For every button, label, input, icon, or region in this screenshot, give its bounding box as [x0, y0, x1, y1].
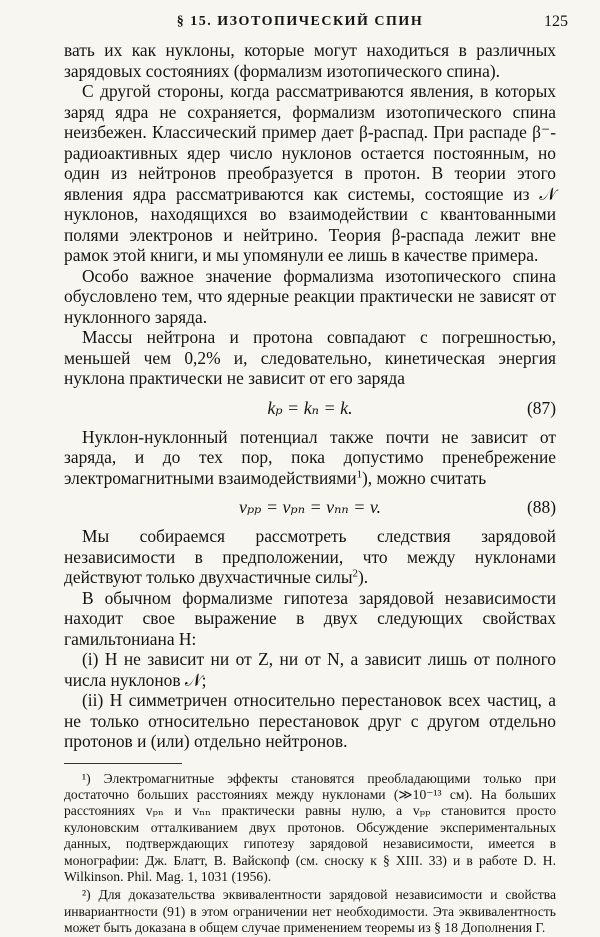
paragraph-nuclear-reactions: Особо важное значение формализма изотопического спина обусловлено тем, что ядерные реакции практически не зависят от нуклонного заряда.: [64, 265, 556, 327]
paragraph-continuation: вать их как нуклоны, которые могут находиться в различных зарядовых состояниях (формализм изотопического спина).: [64, 40, 556, 81]
equation-87-number: (87): [527, 397, 556, 418]
paragraph-masses: Массы нейтрона и протона совпадают с погрешностью, меньшей чем 0,2% и, следовательно, кинетическая энергия нуклона практически не зависит от его заряда: [64, 327, 556, 388]
running-header: [0, 12, 600, 34]
list-item-ii: (ii) H симметричен относительно перестановок всех частиц, а не только относительно перестановок друг с другом отдельно протонов и (или) отдельно нейтронов.: [64, 690, 556, 751]
paragraph-potential-text: Нуклон-нуклонный потенциал также почти не зависит от заряда, и до тех пор, пока допустимо пренебрежение электромагнитными взаимодействиями: [64, 426, 556, 488]
footnote-ref-1[interactable]: 1: [356, 468, 362, 481]
footnote-ref-2[interactable]: 2: [352, 567, 358, 580]
paragraph-two-body-tail: ).: [357, 567, 369, 587]
footnote-divider: [64, 763, 182, 764]
paragraph-beta-decay: С другой стороны, когда рассматриваются явления, в которых заряд ядра не сохраняется, формализм изотопического спина неизбежен. Классический пример дает β-распад. При распаде β⁻-радиоактивных ядер число нуклонов остается постоянным, но один из нейтронов преобразуется в протон. В теории этого явления ядра рассматриваются как системы, состоящие из 𝒩 нуклонов, находящихся во взаимодействии с квантованными полями электронов и нейтрино. Теория β-распада лежит вне рамок этой книги, и мы упомянули ее лишь в качестве примера.: [64, 81, 556, 265]
footnote-1: ¹) Электромагнитные эффекты становятся преобладающими только при достаточно больших расстояниях между нуклонами (≫10⁻¹³ см). На больших расстояниях vₚₙ и vₙₙ практически равны нулю, а vₚₚ становится просто кулоновским отталкиванием двух протонов. Обсуждение экспериментальных данных, подтверждающих гипотезу зарядовой независимости, имеется в монографии: Дж. Блатт, В. Вайскопф (см. сноску к § XIII. 33) и в работе D. H. Wilkinson. Phil. Mag. 1, 1031 (1956).: [64, 770, 556, 884]
equation-87-expression: kₚ = kₙ = k.: [267, 397, 353, 418]
section-title: § 15. ИЗОТОПИЧЕСКИЙ СПИН: [176, 14, 424, 29]
paragraph-two-body: [64, 526, 556, 588]
paragraph-potential: [64, 427, 556, 489]
paragraph-potential-tail: ), можно считать: [361, 467, 487, 488]
list-item-i: (i) H не зависит ни от Z, ни от N, а зависит лишь от полного числа нуклонов 𝒩;: [64, 649, 556, 690]
main-text: [64, 40, 556, 937]
equation-88: [64, 494, 556, 522]
equation-88-expression: vₚₚ = vₚₙ = vₙₙ = v.: [238, 497, 382, 517]
page-number: 125: [544, 13, 568, 30]
equation-88-number: (88): [527, 497, 556, 517]
paragraph-hamiltonian: В обычном формализме гипотеза зарядовой независимости находит свое выражение в двух следующих свойствах гамильтониана H:: [64, 587, 556, 649]
footnotes: [64, 771, 556, 937]
footnote-2: ²) Для доказательства эквивалентности зарядовой независимости и свойства инвариантности (91) в этом ограничении нет необходимости. Эта эквивалентность может быть доказана в общем случае применением теоремы из § 18 Дополнения Г.: [64, 887, 556, 936]
paragraph-two-body-text: Мы собираемся рассмотреть следствия зарядовой независимости в предположении, что между нуклонами действуют только двухчастичные силы: [64, 526, 556, 587]
equation-87: [64, 395, 556, 423]
